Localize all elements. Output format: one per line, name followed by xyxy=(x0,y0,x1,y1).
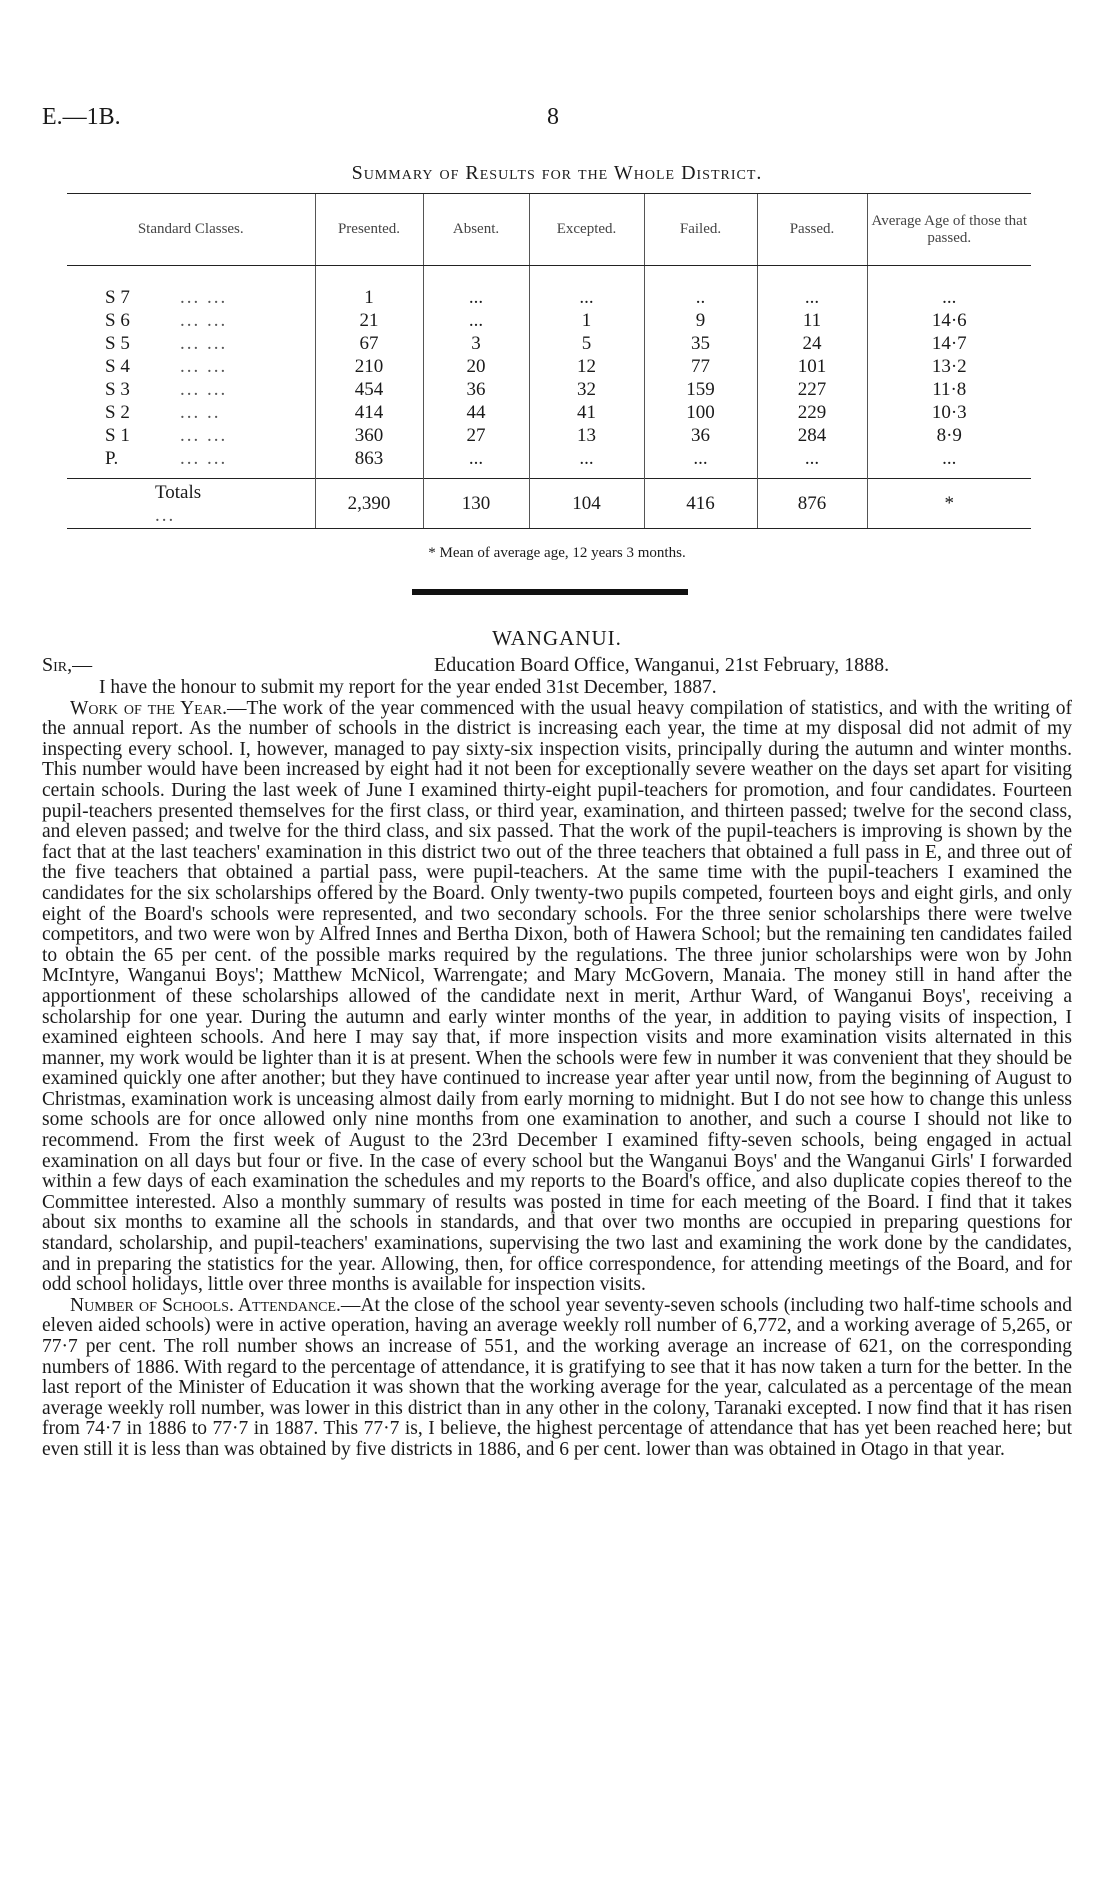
age-cell: 14·6 xyxy=(867,309,1031,332)
presented-cell: 414 xyxy=(315,401,423,424)
passed-cell: 284 xyxy=(757,424,867,447)
passed-cell: ... xyxy=(757,266,867,310)
report-body xyxy=(42,678,1072,1461)
excepted-cell: 13 xyxy=(529,424,644,447)
presented-cell: 21 xyxy=(315,309,423,332)
presented-cell: 210 xyxy=(315,355,423,378)
class-label: S 2 xyxy=(105,402,130,423)
failed-cell: 35 xyxy=(644,332,757,355)
district-heading: WANGANUI. xyxy=(492,626,622,650)
class-label: S 5 xyxy=(105,333,130,354)
excepted-cell: 5 xyxy=(529,332,644,355)
leader-dots: ... .. xyxy=(180,402,221,423)
salutation: Sir,— xyxy=(42,654,93,676)
absent-cell: ... xyxy=(423,309,529,332)
standard-cell xyxy=(67,355,315,378)
presented-cell: 1 xyxy=(315,266,423,310)
paragraph xyxy=(42,1296,1072,1461)
passed-cell: 24 xyxy=(757,332,867,355)
class-label: S 6 xyxy=(105,310,130,331)
total-age: * xyxy=(867,479,1031,529)
class-label: S 7 xyxy=(105,287,130,308)
standard-cell xyxy=(67,266,315,310)
results-table xyxy=(67,193,1031,529)
failed-cell: 159 xyxy=(644,378,757,401)
page-header xyxy=(42,104,1072,134)
presented-cell: 360 xyxy=(315,424,423,447)
excepted-cell: ... xyxy=(529,266,644,310)
leader-dots: ... ... xyxy=(180,379,228,400)
failed-cell: .. xyxy=(644,266,757,310)
leader-dots: ... ... xyxy=(180,425,228,446)
absent-cell: 44 xyxy=(423,401,529,424)
summary-title: Summary of Results for the Whole District. xyxy=(351,162,763,184)
col-header-excepted: Excepted. xyxy=(529,194,644,266)
age-cell: ... xyxy=(867,447,1031,479)
table-row xyxy=(67,266,1031,310)
total-presented: 2,390 xyxy=(315,479,423,529)
paragraph-text: —The work of the year commenced with the usual heavy compilation of statistics, and with the writing of the annual report. As the number of schools in the district is increasing each year, the time at my disposal did not admit of my inspecting every school. I, however, managed to pay sixty-six inspection visits, principally during the autumn and winter months. This number would have been increased by eight had it not been for exceptionally severe weather on the days set apart for visiting certain schools. During the last week of June I examined thirty-eight pupil-teachers for promotion, and four candidates. Fourteen pupil-teachers presented themselves for the first class, or third year, examination, and thirteen passed; twelve for the second class, and eleven passed; and twelve for the third class, and six passed. That the work of the pupil-teachers is improving is shown by the fact that at the last teachers' examination in this district two out of the three teachers that obtained a full pass in E, and three out of the five teachers that obtained a partial pass, were pupil-teachers. At the same time with the pupil-teachers I examined the candidates for the six scholarships offered by the Board. Only twenty-two pupils competed, fourteen boys and eight girls, and only eight of the Board's schools were represented, and two secondary schools. For the three senior scholarships there were twelve competitors, and two were won by Alfred Innes and Bertha Dixon, both of Hawera School; but the remaining ten candidates failed to obtain the 65 per cent. of the possible marks required by the regulations. The three junior scholarships were won by John McIntyre, Wanganui Boys'; Matthew McNicol, Warrengate; and Mary McGovern, Manaia. The money still in hand after the apportionment of these scholarships allowed of the candidate next in merit, Arthur Ward, of Wanganui Boys', receiving a scholarship for one year. During the autumn and early winter months of the year, in addition to paying visits of inspection, I examined eighteen schools. And here I may say that, if more inspection visits and more examination visits alternated in this manner, my work would be lighter than it is at present. When the schools were few in number it was convenient that they should be examined quickly one after another; but they have continued to increase year after year until now, from the beginning of August to Christmas, examination work is unceasing almost daily from early morning to midnight. But I do not see how to change this unless some schools are for once allowed only nine months from one examination to another, and such a course I should not like to recommend. From the first week of August to the 23rd December I examined fifty-seven schools, being engaged in actual examination on all days but four or five. In the case of every school but the Wanganui Boys' and the Wanganui Girls' I forwarded within a few days of each examination the schedules and my reports to the Board's office, and also duplicate copies thereof to the Committee interested. Also a monthly summary of results was posted in time for each meeting of the Board. I find that it takes about six months to examine all the schools in standards, and that over two months are occupied in preparing questions for standard, scholarship, and pupil-teachers' examinations, supervising the two last and examining the work done by the candidates, and in preparing the statistics for the year. Allowing, then, for office correspondence, for attending meetings of the Board, and for odd school holidays, little over three months is available for inspection visits. xyxy=(42,697,1072,1296)
presented-cell: 454 xyxy=(315,378,423,401)
excepted-cell: 32 xyxy=(529,378,644,401)
passed-cell: ... xyxy=(757,447,867,479)
age-cell: ... xyxy=(867,266,1031,310)
paragraph xyxy=(42,678,1072,699)
leader-dots: ... ... xyxy=(180,333,228,354)
leader-dots: ... ... xyxy=(180,356,228,377)
excepted-cell: 12 xyxy=(529,355,644,378)
document-reference: E.—1B. xyxy=(42,104,121,130)
absent-cell: 27 xyxy=(423,424,529,447)
col-header-absent: Absent. xyxy=(423,194,529,266)
passed-cell: 229 xyxy=(757,401,867,424)
col-header-failed: Failed. xyxy=(644,194,757,266)
page-number: 8 xyxy=(547,104,559,130)
age-cell: 10·3 xyxy=(867,401,1031,424)
excepted-cell: 1 xyxy=(529,309,644,332)
total-absent: 130 xyxy=(423,479,529,529)
col-header-average-age: Average Age of those that passed. xyxy=(867,194,1031,266)
table-row xyxy=(67,309,1031,332)
standard-cell xyxy=(67,378,315,401)
age-cell: 14·7 xyxy=(867,332,1031,355)
paragraph-lead: Number of Schools. Attendance. xyxy=(70,1294,341,1316)
excepted-cell: ... xyxy=(529,447,644,479)
class-label: S 3 xyxy=(105,379,130,400)
table-row xyxy=(67,424,1031,447)
total-failed: 416 xyxy=(644,479,757,529)
standard-cell xyxy=(67,447,315,479)
age-cell: 13·2 xyxy=(867,355,1031,378)
failed-cell: 36 xyxy=(644,424,757,447)
total-passed: 876 xyxy=(757,479,867,529)
table-row xyxy=(67,332,1031,355)
leader-dots: ... ... xyxy=(180,310,228,331)
failed-cell: 9 xyxy=(644,309,757,332)
col-header-presented: Presented. xyxy=(315,194,423,266)
age-cell: 11·8 xyxy=(867,378,1031,401)
col-header-standard: Standard Classes. xyxy=(67,194,315,266)
table-row xyxy=(67,447,1031,479)
absent-cell: 3 xyxy=(423,332,529,355)
leader-dots: ... xyxy=(155,504,176,526)
standard-cell xyxy=(67,309,315,332)
class-label: S 4 xyxy=(105,356,130,377)
presented-cell: 863 xyxy=(315,447,423,479)
paragraph-lead: Work of the Year. xyxy=(70,697,228,719)
totals-label-cell xyxy=(67,479,315,529)
class-label: P. xyxy=(105,448,119,469)
leader-dots: ... ... xyxy=(180,287,228,308)
passed-cell: 11 xyxy=(757,309,867,332)
paragraph-text: —At the close of the school year seventy-seven schools (including two half-time schools and eleven aided schools) were in active operation, having an average weekly roll number of 6,772, and a working average of 5,265, or 77·7 per cent. The roll number shows an increase of 551, and the working average an increase of 621, on the corresponding numbers of 1886. With regard to the percentage of attendance, it is gratifying to see that it has now taken a turn for the better. In the last report of the Minister of Education it was shown that the working average for the year, calculated as a percentage of the mean average weekly roll number, was lower in this district than in any other in the colony, Taranaki excepted. I now find that it has risen from 74·7 in 1886 to 77·7 in 1887. This 77·7 is, I believe, the highest percentage of attendance that has yet been reached here; but even still it is less than was obtained by five districts in 1886, and 6 per cent. lower than was obtained in Otago in that year. xyxy=(42,1294,1073,1460)
standard-cell xyxy=(67,401,315,424)
totals-row xyxy=(67,479,1031,529)
section-divider xyxy=(412,589,688,595)
totals-label: Totals xyxy=(155,481,202,503)
absent-cell: ... xyxy=(423,266,529,310)
failed-cell: 77 xyxy=(644,355,757,378)
failed-cell: 100 xyxy=(644,401,757,424)
absent-cell: 36 xyxy=(423,378,529,401)
standard-cell xyxy=(67,332,315,355)
table-footnote: * Mean of average age, 12 years 3 months. xyxy=(428,545,686,561)
passed-cell: 101 xyxy=(757,355,867,378)
absent-cell: 20 xyxy=(423,355,529,378)
absent-cell: ... xyxy=(423,447,529,479)
age-cell: 8·9 xyxy=(867,424,1031,447)
col-header-passed: Passed. xyxy=(757,194,867,266)
passed-cell: 227 xyxy=(757,378,867,401)
presented-cell: 67 xyxy=(315,332,423,355)
table-row xyxy=(67,378,1031,401)
leader-dots: ... ... xyxy=(180,448,228,469)
standard-cell xyxy=(67,424,315,447)
address-line: Education Board Office, Wanganui, 21st February, 1888. xyxy=(434,654,890,676)
class-label: S 1 xyxy=(105,425,130,446)
failed-cell: ... xyxy=(644,447,757,479)
paragraph xyxy=(42,699,1072,1296)
table-header-row xyxy=(67,194,1031,266)
total-excepted: 104 xyxy=(529,479,644,529)
excepted-cell: 41 xyxy=(529,401,644,424)
paragraph-text: I have the honour to submit my report for the year ended 31st December, 1887. xyxy=(99,677,717,698)
table-row xyxy=(67,401,1031,424)
table-row xyxy=(67,355,1031,378)
